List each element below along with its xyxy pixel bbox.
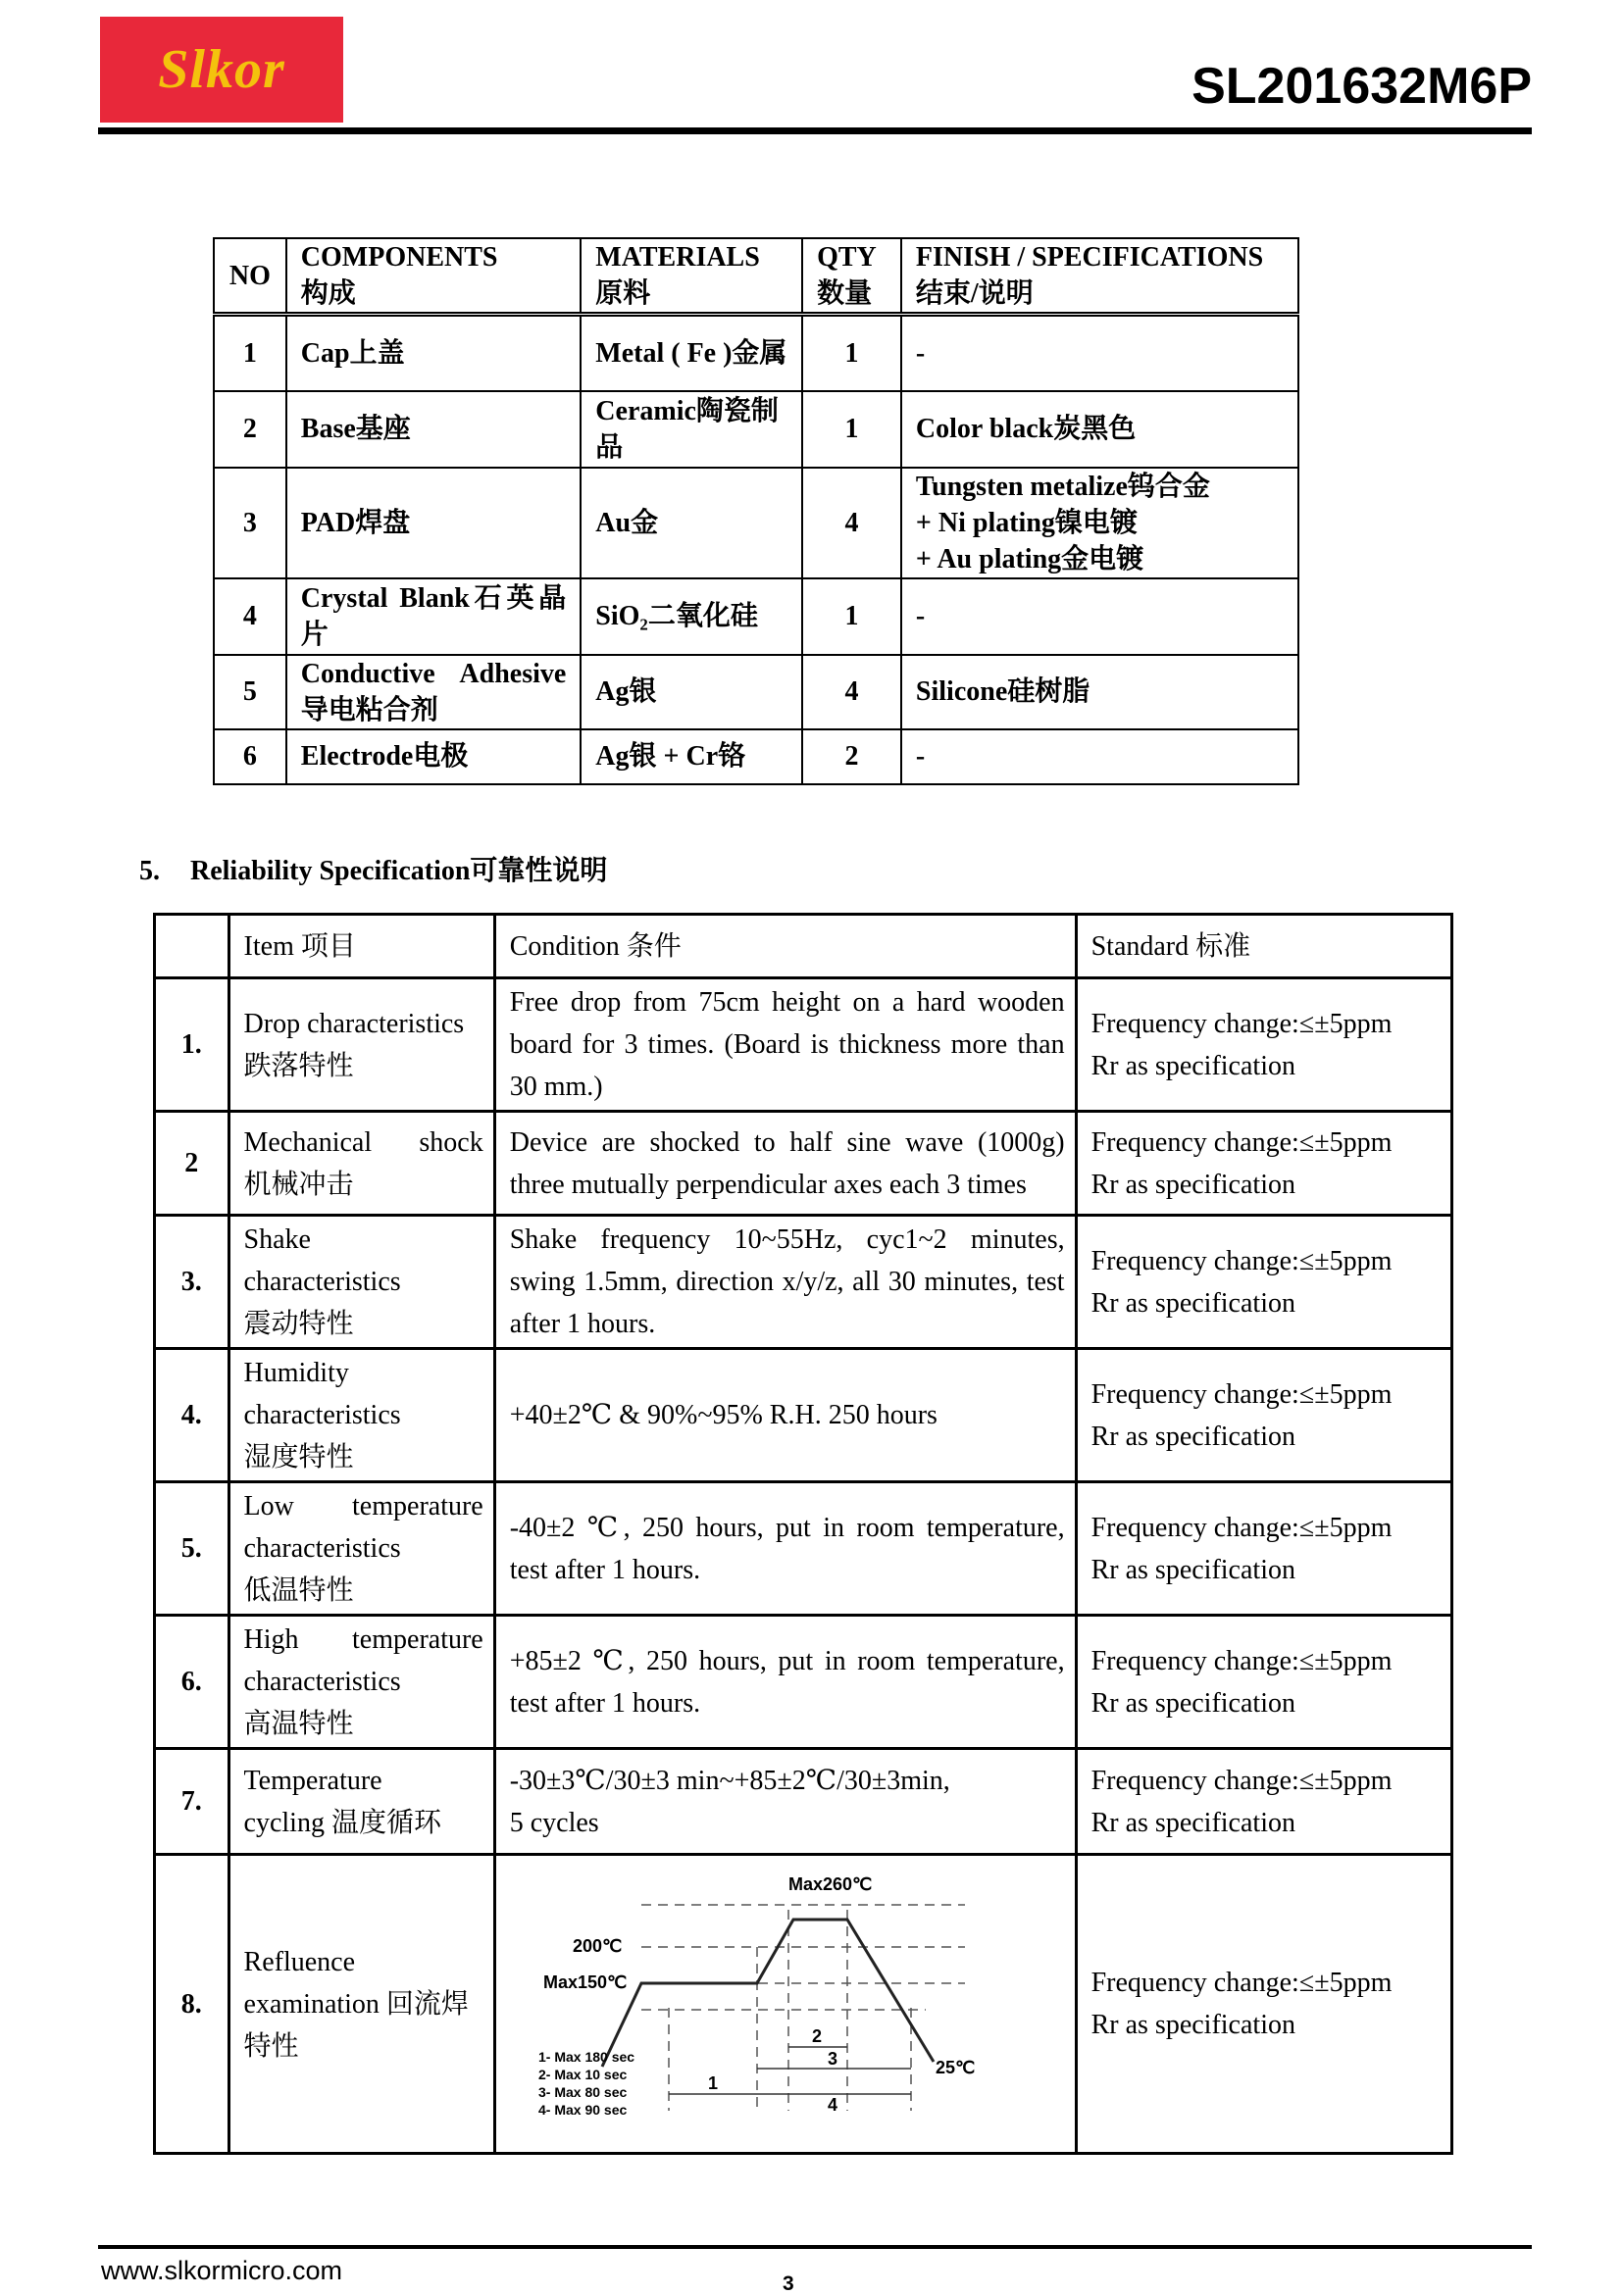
row-no: 5.: [155, 1482, 229, 1616]
row-no: 7.: [155, 1749, 229, 1855]
row-qty: 1: [802, 315, 901, 391]
row-item: Low temperature characteristics 低温特性: [228, 1482, 494, 1616]
row-condition: Free drop from 75cm height on a hard wooden board for 3 times. (Board is thickness more than 30 mm.): [494, 978, 1076, 1112]
col-no-header: [155, 915, 229, 978]
row-qty: 1: [802, 578, 901, 655]
label-max150: Max150℃: [542, 1972, 627, 1992]
row-finish: -: [901, 729, 1298, 784]
legend-line: 4- Max 90 sec: [537, 2101, 628, 2118]
row-no: 8.: [155, 1855, 229, 2154]
table-row: [155, 1749, 1452, 1855]
row-material: Ag银: [581, 655, 802, 729]
row-standard: Frequency change:≤±5ppm Rr as specification: [1076, 978, 1451, 1112]
col-standard-header: Standard 标准: [1076, 915, 1451, 978]
row-no: 4.: [155, 1349, 229, 1482]
row-qty: 4: [802, 655, 901, 729]
row-component: Crystal Blank石英晶片: [286, 578, 582, 655]
table-row: [155, 1216, 1452, 1349]
row-standard: Frequency change:≤±5ppm Rr as specification: [1076, 1749, 1451, 1855]
legend-line: 3- Max 80 sec: [537, 2083, 628, 2100]
row-condition: Shake frequency 10~55Hz, cyc1~2 minutes, swing 1.5mm, direction x/y/z, all 30 minutes, test after 1 hours.: [494, 1216, 1076, 1349]
brand-logo: [100, 17, 343, 123]
components-table: [213, 237, 1299, 785]
part-number: SL201632M6P: [1191, 58, 1532, 115]
zone-4-label: 4: [827, 2094, 837, 2115]
header-rule: [98, 127, 1532, 134]
table-row: [155, 1349, 1452, 1482]
row-no: 2: [155, 1112, 229, 1216]
reliability-table: [153, 913, 1453, 2155]
table-row: [214, 468, 1298, 578]
table-row: [214, 729, 1298, 784]
row-standard: Frequency change:≤±5ppm Rr as specification: [1076, 1112, 1451, 1216]
row-no: 3.: [155, 1216, 229, 1349]
row-no: 6: [214, 729, 286, 784]
row-item: Temperature cycling 温度循环: [228, 1749, 494, 1855]
row-item: Refluence examination 回流焊 特性: [228, 1855, 494, 2154]
row-component: Base基座: [286, 391, 582, 468]
row-item: Drop characteristics 跌落特性: [228, 978, 494, 1112]
legend-line: 2- Max 10 sec: [537, 2066, 628, 2082]
col-qty-header: QTY 数量: [802, 238, 901, 315]
row-component: PAD焊盘: [286, 468, 582, 578]
label-max260: Max260℃: [787, 1873, 872, 1894]
row-material: Metal ( Fe )金属: [581, 315, 802, 391]
section-heading: [139, 849, 607, 888]
row-item: Humidity characteristics 湿度特性: [228, 1349, 494, 1482]
row-item: Mechanical shock 机械冲击: [228, 1112, 494, 1216]
section-number: 5.: [139, 856, 160, 886]
row-component: Conductive Adhesive 导电粘合剂: [286, 655, 582, 729]
row-item: High temperature characteristics 高温特性: [228, 1616, 494, 1749]
row-standard: Frequency change:≤±5ppm Rr as specification: [1076, 1349, 1451, 1482]
row-material: Ag银 + Cr铬: [581, 729, 802, 784]
row-qty: 4: [802, 468, 901, 578]
reflow-profile-cell: [494, 1855, 1076, 2154]
row-qty: 2: [802, 729, 901, 784]
footer-rule: [98, 2245, 1532, 2249]
row-condition: -40±2 ℃, 250 hours, put in room temperature, test after 1 hours.: [494, 1482, 1076, 1616]
zone-2-label: 2: [811, 2025, 822, 2046]
col-materials-header: MATERIALS 原料: [581, 238, 802, 315]
row-no: 3: [214, 468, 286, 578]
table-row: [214, 578, 1298, 655]
row-standard: Frequency change:≤±5ppm Rr as specification: [1076, 1855, 1451, 2154]
row-no: 1: [214, 315, 286, 391]
components-header-row: [214, 238, 1298, 315]
table-row: [155, 1855, 1452, 2154]
table-row: [155, 1112, 1452, 1216]
row-standard: Frequency change:≤±5ppm Rr as specification: [1076, 1616, 1451, 1749]
row-finish: Color black炭黑色: [901, 391, 1298, 468]
zone-3-label: 3: [827, 2048, 837, 2069]
footer-url[interactable]: www.slkormicro.com: [101, 2256, 343, 2285]
table-row: [214, 315, 1298, 391]
table-row: [155, 1482, 1452, 1616]
reliability-header-row: [155, 915, 1452, 978]
row-material: SiO₂二氧化硅: [581, 578, 802, 655]
row-condition: +85±2 ℃, 250 hours, put in room temperature, test after 1 hours.: [494, 1616, 1076, 1749]
col-no-header: NO: [214, 238, 286, 315]
row-material: Ceramic陶瓷制品: [581, 391, 802, 468]
row-finish: Silicone硅树脂: [901, 655, 1298, 729]
row-finish: -: [901, 315, 1298, 391]
row-finish: -: [901, 578, 1298, 655]
label-200: 200℃: [572, 1935, 622, 1956]
row-finish: Tungsten metalize钨合金 + Ni plating镍电镀 + Au plating金电镀: [901, 468, 1298, 578]
label-25: 25℃: [935, 2057, 975, 2077]
row-condition: +40±2℃ & 90%~95% R.H. 250 hours: [494, 1349, 1076, 1482]
table-row: [214, 391, 1298, 468]
row-no: 4: [214, 578, 286, 655]
col-item-header: Item 项目: [228, 915, 494, 978]
reflow-profile-diagram: [504, 1861, 1053, 2135]
row-component: Electrode电极: [286, 729, 582, 784]
section-title: Reliability Specification可靠性说明: [190, 856, 608, 886]
col-condition-header: Condition 条件: [494, 915, 1076, 978]
row-material: Au金: [581, 468, 802, 578]
row-condition: Device are shocked to half sine wave (1000g) three mutually perpendicular axes each 3 times: [494, 1112, 1076, 1216]
row-component: Cap上盖: [286, 315, 582, 391]
row-standard: Frequency change:≤±5ppm Rr as specification: [1076, 1482, 1451, 1616]
col-components-header: COMPONENTS 构成: [286, 238, 582, 315]
row-standard: Frequency change:≤±5ppm Rr as specification: [1076, 1216, 1451, 1349]
legend-line: 1- Max 180 sec: [537, 2048, 634, 2065]
row-qty: 1: [802, 391, 901, 468]
row-condition: -30±3℃/30±3 min~+85±2℃/30±3min, 5 cycles: [494, 1749, 1076, 1855]
profile-curve: [602, 1920, 934, 2067]
logo-text: Slkor: [158, 39, 285, 100]
col-finish-header: FINISH / SPECIFICATIONS 结束/说明: [901, 238, 1298, 315]
table-row: [155, 978, 1452, 1112]
row-no: 2: [214, 391, 286, 468]
table-row: [214, 655, 1298, 729]
row-no: 6.: [155, 1616, 229, 1749]
table-row: [155, 1616, 1452, 1749]
row-item: Shake characteristics 震动特性: [228, 1216, 494, 1349]
row-no: 1.: [155, 978, 229, 1112]
page-number: 3: [783, 2272, 794, 2295]
row-no: 5: [214, 655, 286, 729]
zone-1-label: 1: [707, 2072, 718, 2093]
